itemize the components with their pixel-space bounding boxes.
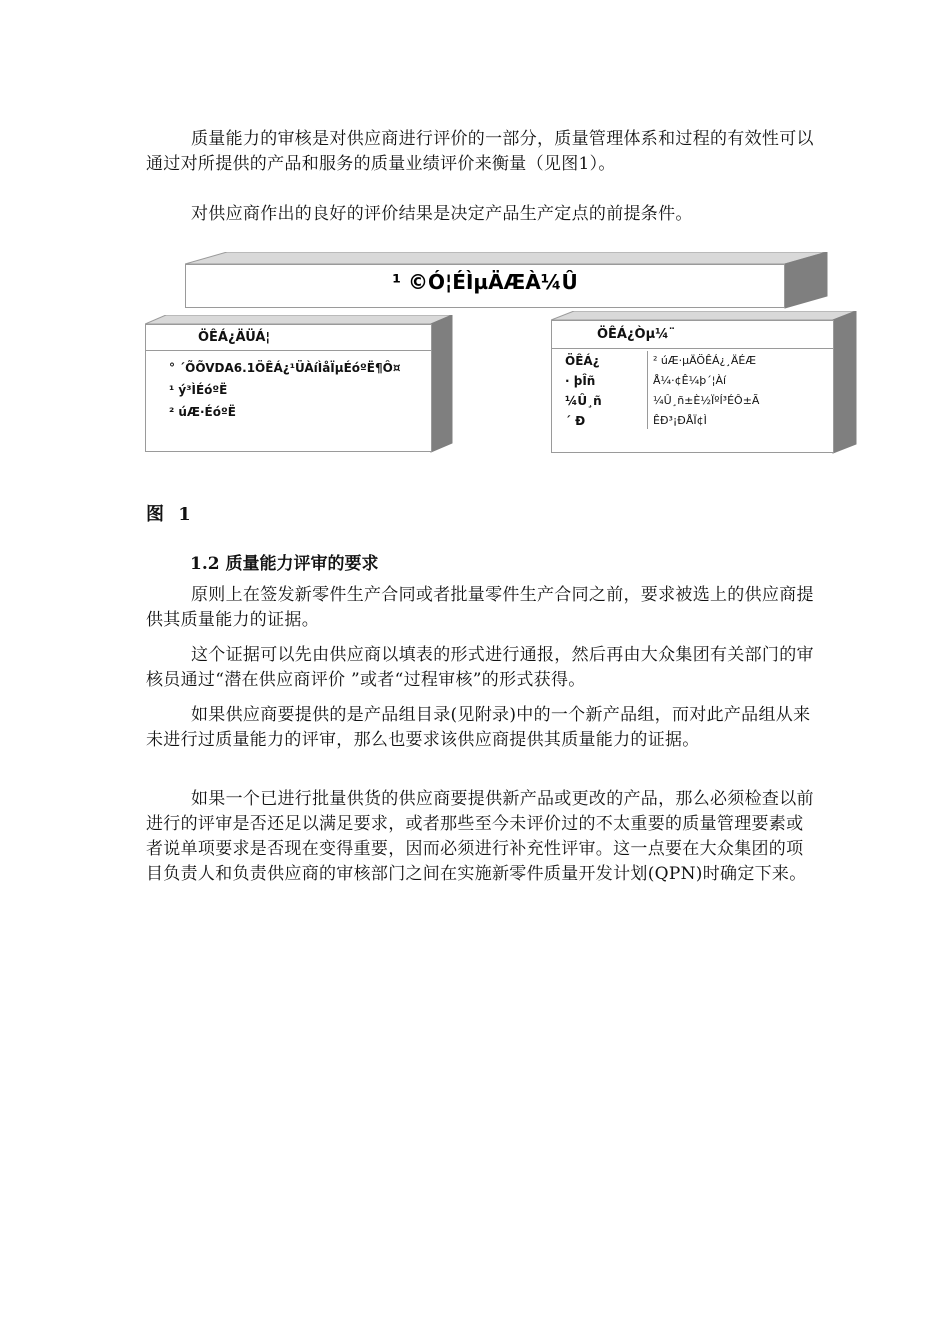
right-box-row-2-value: Å¼·¢Ê¼þ´¦Àí (653, 374, 727, 387)
right-box-row-4-label: ´ Ð (565, 414, 586, 428)
intro-paragraph-1: 质量能力的审核是对供应商进行评价的一部分，质量管理体系和过程的有效性可以通过对所提供的产品和服务的质量业绩评价来衡量（见图1）。 (146, 129, 814, 174)
section-paragraph-3: 如果供应商要提供的是产品组目录(见附录)中的一个新产品组，而对此产品组从来未进行过质量能力的评审，那么也要求该供应商提供其质量能力的证据。 (146, 705, 811, 750)
left-box-line-3: ² úÆ·ÉóºË (169, 405, 236, 419)
section-paragraph-1: 原则上在签发新零件生产合同或者批量零件生产合同之前，要求被选上的供应商提供其质量能力的证据。 (146, 585, 814, 630)
left-box-line-1: ° ´ÕÕVDA6.1ÖÊÁ¿¹ÜÀíÌåÏµÉóºË¶Ô¤ (169, 361, 401, 375)
right-box-row-3-value: ¼Û¸ñ±È½ÏºÍ³ÉÔ±Ã (653, 394, 760, 407)
right-box-row-1-label: ÖÊÁ¿ (565, 354, 600, 368)
right-box-title: ÖÊÁ¿Òµ¼¨ (597, 327, 676, 342)
top-box-title: ¹ ©Ó¦ÉÌµÄÆÀ¼Û (392, 270, 578, 294)
right-box-row-4-value: ÊÐ³¡ÐÅÏ¢Ì (653, 414, 707, 427)
right-box-row-1-value: ² úÆ·µÄÖÊÁ¿¸ÄÉÆ (653, 354, 757, 367)
section-paragraph-4: 如果一个已进行批量供货的供应商要提供新产品或更改的产品，那么必须检查以前进行的评审是否还足以满足要求，或者那些至今未评价过的不太重要的质量管理要素或者说单项要求是否现在变得重要，因而必须进行补充性评审。这一点要在大众集团的项目负责人和负责供应商的审核部门之间在实施新零件质量开发计划(QPN)时确定下来。 (146, 789, 814, 884)
figure-caption: 图 1 (146, 504, 195, 525)
right-box-row-2-label: · þÎñ (565, 374, 596, 388)
section-paragraph-2: 这个证据可以先由供应商以填表的形式进行通报，然后再由大众集团有关部门的审核员通过“潜在供应商评价 ”或者“过程审核”的形式获得。 (146, 645, 814, 690)
section-heading: 1.2 质量能力评审的要求 (190, 554, 379, 574)
right-box-row-3-label: ¼Û¸ñ (565, 394, 602, 408)
left-box-title: ÖÊÁ¿ÄÜÁ¦ (198, 330, 271, 345)
left-box-line-2: ¹ ý³ÌÉóºË (169, 383, 228, 397)
intro-paragraph-2: 对供应商作出的良好的评价结果是决定产品生产定点的前提条件。 (191, 204, 693, 224)
